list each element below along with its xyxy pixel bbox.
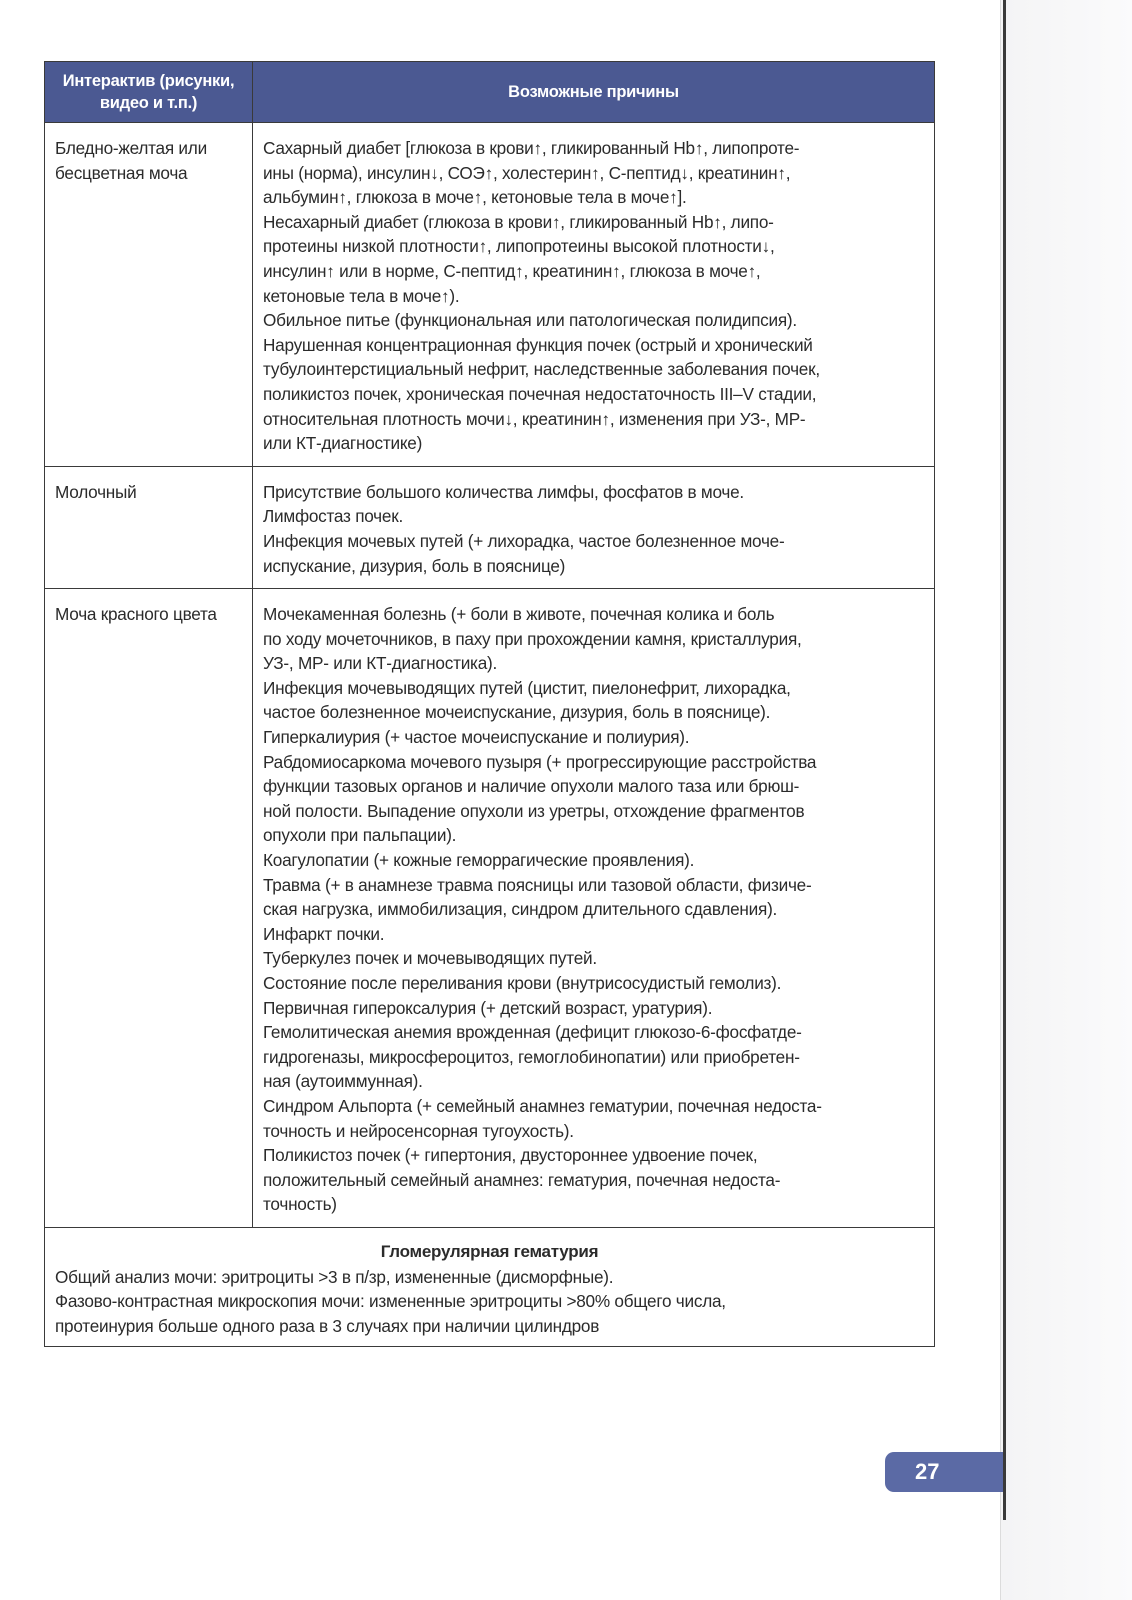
- cause-line: Инфаркт почки.: [263, 923, 385, 944]
- cause-line: гидрогеназы, микросфероцитоз, гемоглобинопатии) или приобретен-: [263, 1046, 800, 1067]
- cause-line: Обильное питье (функциональная или патологическая полидипсия).: [263, 310, 797, 331]
- cause-line: инсулин↑ или в норме, С-пептид↑, креатинин↑, глюкоза в моче↑,: [263, 260, 761, 281]
- cause-line: Синдром Альпорта (+ семейный анамнез гематурии, почечная недоста-: [263, 1095, 822, 1116]
- cause-line: тубулоинтерстициальный нефрит, наследственные заболевания почек,: [263, 359, 820, 380]
- cause-line: по ходу мочеточников, в паху при прохождении камня, кристаллурия,: [263, 628, 802, 649]
- cause-line: относительная плотность мочи↓, креатинин↑, изменения при УЗ-, МР-: [263, 408, 806, 429]
- cause-line: или КТ-диагностике): [263, 433, 423, 454]
- cause-line: Инфекция мочевых путей (+ лихорадка, частое болезненное моче-: [263, 530, 785, 551]
- cause-line: ной полости. Выпадение опухоли из уретры, отхождение фрагментов: [263, 800, 805, 821]
- row-label: Молочный: [45, 466, 253, 588]
- cause-line: Первичная гипероксалурия (+ детский возраст, уратурия).: [263, 997, 713, 1018]
- cause-line: Поликистоз почек (+ гипертония, двустороннее удвоение почек,: [263, 1145, 758, 1166]
- table-row: [45, 466, 935, 588]
- cause-line: опухоли при пальпации).: [263, 825, 457, 846]
- cause-line: Сахарный диабет [глюкоза в крови↑, гликированный Hb↑, липопроте-: [263, 138, 800, 158]
- cause-line: Нарушенная концентрационная функция почек (острый и хронический: [263, 334, 813, 355]
- cause-line: протеины низкой плотности↑, липопротеины высокой плотности↓,: [263, 236, 775, 257]
- cause-line: альбумин↑, глюкоза в моче↑, кетоновые тела в моче↑].: [263, 187, 687, 208]
- cause-line: ская нагрузка, иммобилизация, синдром длительного сдавления).: [263, 899, 778, 920]
- cause-line: Присутствие большого количества лимфы, фосфатов в моче.: [263, 481, 744, 502]
- row-label: Бледно-желтая или бесцветная моча: [45, 123, 253, 467]
- header-interactive: Интерактив (рисунки, видео и т.п.): [45, 62, 253, 123]
- cause-line: Инфекция мочевыводящих путей (цистит, пиелонефрит, лихорадка,: [263, 677, 791, 698]
- table-header-row: [45, 62, 935, 123]
- cause-line: Лимфостаз почек.: [263, 506, 403, 527]
- summary-line: Фазово-контрастная микроскопия мочи: измененные эритроциты >80% общего числа,: [55, 1291, 726, 1312]
- cause-line: положительный семейный анамнез: гематурия, почечная недоста-: [263, 1169, 781, 1190]
- cause-line: Туберкулез почек и мочевыводящих путей.: [263, 948, 597, 969]
- page-edge-line: [1003, 0, 1006, 1520]
- cause-line: Травма (+ в анамнезе травма поясницы или тазовой области, физиче-: [263, 874, 812, 895]
- cause-line: Гемолитическая анемия врожденная (дефицит глюкозо-6-фосфатде-: [263, 1022, 802, 1043]
- page-fold-shadow: [1000, 0, 1132, 1600]
- cause-line: точность и нейросенсорная тугоухость).: [263, 1120, 574, 1141]
- table-row: [45, 589, 935, 1228]
- summary-row: [45, 1227, 935, 1346]
- table-header: [45, 62, 935, 123]
- cause-line: Состояние после переливания крови (внутрисосудистый гемолиз).: [263, 973, 782, 993]
- cause-line: кетоновые тела в моче↑).: [263, 285, 460, 306]
- cause-line: Гиперкалиурия (+ частое мочеиспускание и полиурия).: [263, 727, 690, 748]
- cause-line: поликистоз почек, хроническая почечная недостаточность III–V стадии,: [263, 383, 817, 404]
- header-possible-causes: Возможные причины: [253, 62, 935, 123]
- cause-line: точность): [263, 1194, 337, 1215]
- table-row: [45, 123, 935, 467]
- cause-line: Рабдомиосаркома мочевого пузыря (+ прогрессирующие расстройства: [263, 751, 817, 772]
- cause-line: Несахарный диабет (глюкоза в крови↑, гликированный Hb↑, липо-: [263, 211, 774, 232]
- summary-cell: [45, 1227, 935, 1346]
- row-causes: [253, 466, 935, 588]
- summary-line: Общий анализ мочи: эритроциты >3 в п/зр, измененные (дисморфные).: [55, 1266, 614, 1287]
- page-number-tab: 27: [885, 1452, 1003, 1492]
- summary-line: протеинурия больше одного раза в 3 случаях при наличии цилиндров: [55, 1315, 600, 1336]
- cause-line: испускание, дизурия, боль в пояснице): [263, 555, 566, 576]
- cause-line: частое болезненное мочеиспускание, дизурия, боль в пояснице).: [263, 702, 771, 723]
- cause-line: УЗ-, МР- или КТ-диагностика).: [263, 653, 497, 674]
- table-body: [45, 123, 935, 1347]
- row-causes: [253, 589, 935, 1228]
- row-causes: [253, 123, 935, 467]
- cause-line: функции тазовых органов и наличие опухоли малого таза или брюш-: [263, 776, 800, 797]
- cause-line: ины (норма), инсулин↓, СОЭ↑, холестерин↑, С-пептид↓, креатинин↑,: [263, 162, 791, 183]
- causes-table: [44, 61, 935, 1347]
- cause-line: ная (аутоиммунная).: [263, 1071, 423, 1092]
- cause-line: Коагулопатии (+ кожные геморрагические проявления).: [263, 850, 695, 871]
- cause-line: Мочекаменная болезнь (+ боли в животе, почечная колика и боль: [263, 604, 775, 625]
- row-label: Моча красного цвета: [45, 589, 253, 1228]
- summary-title: Гломерулярная гематурия: [380, 1241, 599, 1261]
